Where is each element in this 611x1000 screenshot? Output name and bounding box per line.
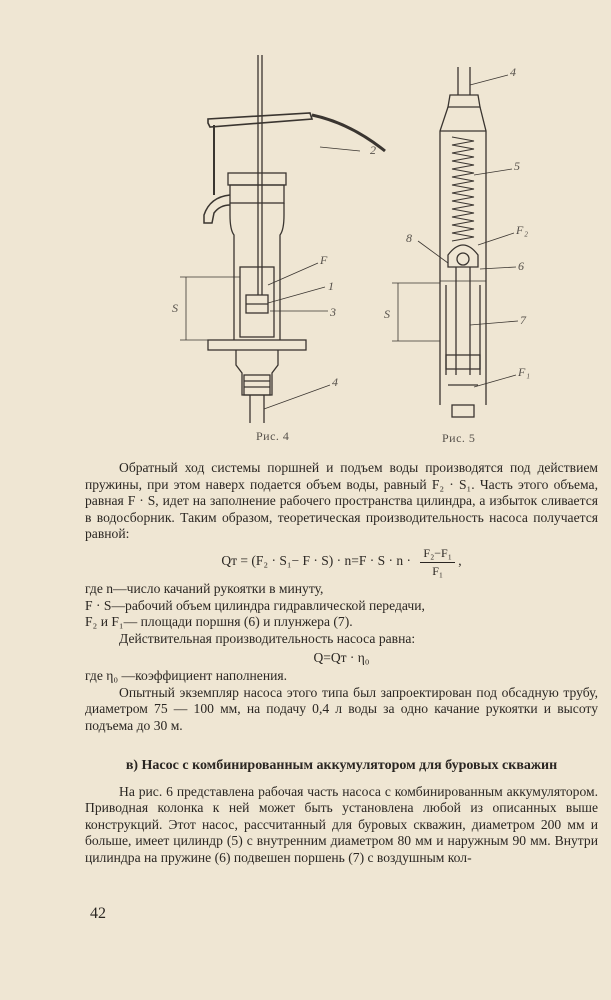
where-n: где n—число качаний рукоятки в минуту, xyxy=(85,581,324,597)
fig5-label-top-pipe: 4 xyxy=(510,65,517,79)
where-fs: F · S—рабочий объем цилиндра гидравлической передачи, xyxy=(85,597,425,613)
fig4-label-valve: 3 xyxy=(330,305,337,319)
paragraph-combined-accumulator: На рис. 6 представлена рабочая часть насоса с комбинированным аккумулятором. Приводная колонка к ней может быть установлена любой из описанных выше конструкций. Этот насос, рассчитанный для буровых скважин, диаметром 200 мм и больше, имеет цилиндр (5) с внутренним диаметром 80 мм и наружным 90 мм. Внутри цилиндра на пружине (6) подвешен поршень (7) с воздушным кол- xyxy=(85,783,598,865)
pump-drawings xyxy=(130,55,550,445)
fig4-label-handle: 2 xyxy=(370,143,377,157)
figures-area xyxy=(130,55,550,445)
formula1-end: , xyxy=(458,553,462,569)
formula-theoretical-capacity xyxy=(85,545,598,579)
fig5-label-spring: 5 xyxy=(514,159,521,173)
fig4-label-piston: 1 xyxy=(328,279,335,293)
fig5-label-piston: 6 xyxy=(518,259,525,273)
fig5-label-area-bottom: F₁ xyxy=(518,365,531,379)
body-text xyxy=(85,460,598,866)
paragraph-return-stroke: Обратный ход системы поршней и подъем воды производятся под действием пружины, при этом наверх подается объем воды, равный F₂ · S₁. Часть этого объема, равная F · S, идет на заполнение рабочего пространства цилиндра, а избыток сливается в водосборник. Таким образом, теоретическая производительность насоса получается равной: xyxy=(85,460,598,542)
figure-4-drawing xyxy=(180,55,385,423)
formula1-left: Qт = (F₂ · S₁− F · S) · n=F · S · n · xyxy=(221,553,412,569)
page-number: 42 xyxy=(90,905,106,922)
formula1-fraction xyxy=(420,545,454,579)
formula1-denominator: F₁ xyxy=(432,563,444,578)
where-eta: где η₀ —коэффициент наполнения. xyxy=(85,668,288,684)
fig4-caption: Рис. 4 xyxy=(256,429,290,443)
paragraph-actual-capacity: Действительная производительность насоса равна: xyxy=(119,630,416,646)
where-areas: F₂ и F₁— площади поршня (6) и плунжера (7). xyxy=(85,614,353,630)
fig5-caption: Рис. 5 xyxy=(442,431,476,445)
fig5-label-stroke: S xyxy=(384,307,391,321)
formula1-numerator: F₂−F₁ xyxy=(420,545,454,563)
fig4-label-stroke: S xyxy=(172,301,179,315)
fig5-label-area-top: F₂ xyxy=(516,223,529,237)
fig4-label-pipe: 4 xyxy=(332,375,339,389)
fig4-label-plunger: F xyxy=(320,253,328,267)
fig5-label-plunger: 7 xyxy=(520,313,527,327)
formula-actual-capacity: Q=Qт · η₀ xyxy=(313,649,370,665)
fig5-label-cylinder: 8 xyxy=(406,231,413,245)
section-heading: в) Насос с комбинированным аккумулятором для буровых скважин xyxy=(125,757,558,773)
paragraph-prototype: Опытный экземпляр насоса этого типа был запроектирован под обсадную трубу, диаметром 75 — 100 мм, на подачу 0,4 л воды за одно качание рукоятки и высоту подъема до 30 м. xyxy=(85,684,598,733)
